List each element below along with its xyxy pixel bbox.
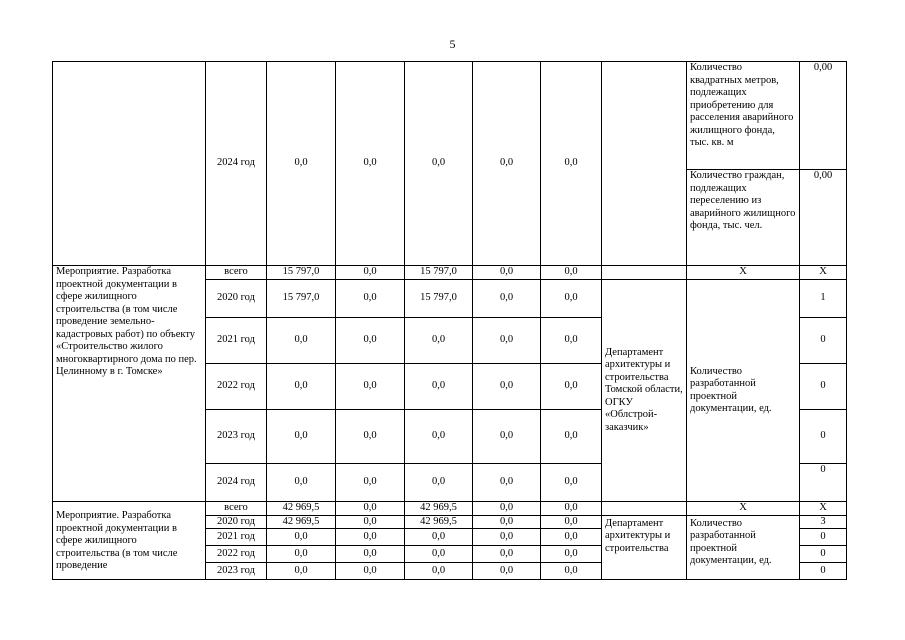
value-cell: 0,0: [336, 364, 405, 410]
indicator-value-cell: 0: [800, 546, 847, 563]
value-cell: 42 969,5: [405, 502, 473, 516]
value-cell: 0,0: [336, 546, 405, 563]
value-cell: 0,0: [405, 62, 473, 266]
value-cell: 0,0: [267, 364, 336, 410]
executor-cell: [602, 62, 687, 266]
value-cell: 0,0: [405, 410, 473, 464]
executor-cell: [602, 266, 687, 280]
value-cell: 0,0: [405, 546, 473, 563]
value-cell: 42 969,5: [405, 515, 473, 529]
period-cell: 2022 год: [206, 364, 267, 410]
indicator-value-cell: 0: [800, 318, 847, 364]
executor-cell: Департамент архитектуры и строительства Томской области, ОГКУ «Облстрой-заказчик»: [602, 280, 687, 502]
indicator-name-cell: Количество разработанной проектной документации, ед.: [687, 280, 800, 502]
value-cell: 0,0: [336, 318, 405, 364]
value-cell: 0,0: [336, 266, 405, 280]
value-cell: 0,0: [473, 364, 541, 410]
period-cell: 2023 год: [206, 563, 267, 580]
indicator-name-cell: Количество граждан, подлежащих переселению из аварийного жилищного фонда, тыс. чел.: [687, 170, 800, 266]
period-cell: 2024 год: [206, 464, 267, 502]
value-cell: 0,0: [336, 563, 405, 580]
value-cell: 0,0: [541, 410, 602, 464]
period-cell: 2023 год: [206, 410, 267, 464]
value-cell: 42 969,5: [267, 515, 336, 529]
indicator-value-cell: 0: [800, 364, 847, 410]
value-cell: 0,0: [541, 546, 602, 563]
period-cell: 2021 год: [206, 318, 267, 364]
value-cell: 0,0: [473, 464, 541, 502]
value-cell: 0,0: [336, 410, 405, 464]
period-cell: 2020 год: [206, 515, 267, 529]
value-cell: 0,0: [541, 515, 602, 529]
value-cell: 0,0: [541, 280, 602, 318]
value-cell: 0,0: [541, 364, 602, 410]
indicator-value-cell: 0: [800, 529, 847, 546]
indicator-value-cell: 3: [800, 515, 847, 529]
indicator-value-cell: 0,00: [800, 170, 847, 266]
period-cell: 2021 год: [206, 529, 267, 546]
activity-name-cell: Мероприятие. Разработка проектной документации в сфере жилищного строительства (в том числе проведение: [53, 502, 206, 580]
value-cell: 0,0: [541, 266, 602, 280]
value-cell: 0,0: [336, 280, 405, 318]
value-cell: 0,0: [405, 563, 473, 580]
value-cell: 0,0: [405, 318, 473, 364]
value-cell: 0,0: [473, 280, 541, 318]
value-cell: 0,0: [541, 62, 602, 266]
value-cell: 0,0: [267, 318, 336, 364]
value-cell: 0,0: [473, 515, 541, 529]
value-cell: 0,0: [541, 318, 602, 364]
value-cell: 0,0: [336, 464, 405, 502]
table-row: [53, 266, 847, 280]
value-cell: 0,0: [267, 546, 336, 563]
page-number: 5: [449, 37, 456, 51]
value-cell: 0,0: [336, 515, 405, 529]
value-cell: 15 797,0: [267, 266, 336, 280]
value-cell: 0,0: [267, 410, 336, 464]
value-cell: 0,0: [336, 502, 405, 516]
value-cell: 0,0: [473, 318, 541, 364]
value-cell: 0,0: [336, 62, 405, 266]
value-cell: 0,0: [267, 529, 336, 546]
period-cell: 2020 год: [206, 280, 267, 318]
value-cell: 0,0: [473, 266, 541, 280]
table-row: [53, 62, 847, 170]
value-cell: 0,0: [541, 464, 602, 502]
indicator-name-cell: Количество квадратных метров, подлежащих приобретению для расселения аварийного жилищного фонда, тыс. кв. м: [687, 62, 800, 170]
value-cell: 0,0: [473, 410, 541, 464]
period-cell: 2022 год: [206, 546, 267, 563]
period-cell: 2024 год: [206, 62, 267, 266]
value-cell: 0,0: [541, 563, 602, 580]
indicator-name-cell: Х: [687, 502, 800, 516]
indicator-value-cell: 0: [800, 563, 847, 580]
indicator-value-cell: 1: [800, 280, 847, 318]
value-cell: 0,0: [405, 464, 473, 502]
value-cell: 0,0: [541, 529, 602, 546]
value-cell: 15 797,0: [405, 280, 473, 318]
executor-cell: [602, 502, 687, 516]
name-cell: [53, 62, 206, 266]
value-cell: 0,0: [473, 62, 541, 266]
indicator-value-cell: Х: [800, 266, 847, 280]
period-cell: всего: [206, 266, 267, 280]
indicator-name-cell: Х: [687, 266, 800, 280]
value-cell: 0,0: [267, 563, 336, 580]
period-cell: всего: [206, 502, 267, 516]
value-cell: 0,0: [336, 529, 405, 546]
table-row: [53, 502, 847, 516]
value-cell: 0,0: [267, 464, 336, 502]
indicator-value-cell: 0: [800, 410, 847, 464]
value-cell: 0,0: [405, 529, 473, 546]
value-cell: 0,0: [473, 546, 541, 563]
indicator-value-cell: Х: [800, 502, 847, 516]
value-cell: 15 797,0: [267, 280, 336, 318]
program-table: [52, 61, 847, 580]
value-cell: 15 797,0: [405, 266, 473, 280]
indicator-value-cell: 0,00: [800, 62, 847, 170]
value-cell: 0,0: [473, 529, 541, 546]
executor-cell: Департамент архитектуры и строительства: [602, 515, 687, 580]
value-cell: 0,0: [405, 364, 473, 410]
indicator-value-cell: 0: [800, 464, 847, 502]
indicator-name-cell: Количество разработанной проектной документации, ед.: [687, 515, 800, 580]
value-cell: 0,0: [473, 502, 541, 516]
activity-name-cell: Мероприятие. Разработка проектной документации в сфере жилищного строительства (в том числе проведение земельно-кадастровых работ) по объекту «Строительство жилого многоквартирного дома по пер. Целинному в г. Томске»: [53, 266, 206, 502]
value-cell: 0,0: [267, 62, 336, 266]
value-cell: 0,0: [473, 563, 541, 580]
value-cell: 42 969,5: [267, 502, 336, 516]
value-cell: 0,0: [541, 502, 602, 516]
